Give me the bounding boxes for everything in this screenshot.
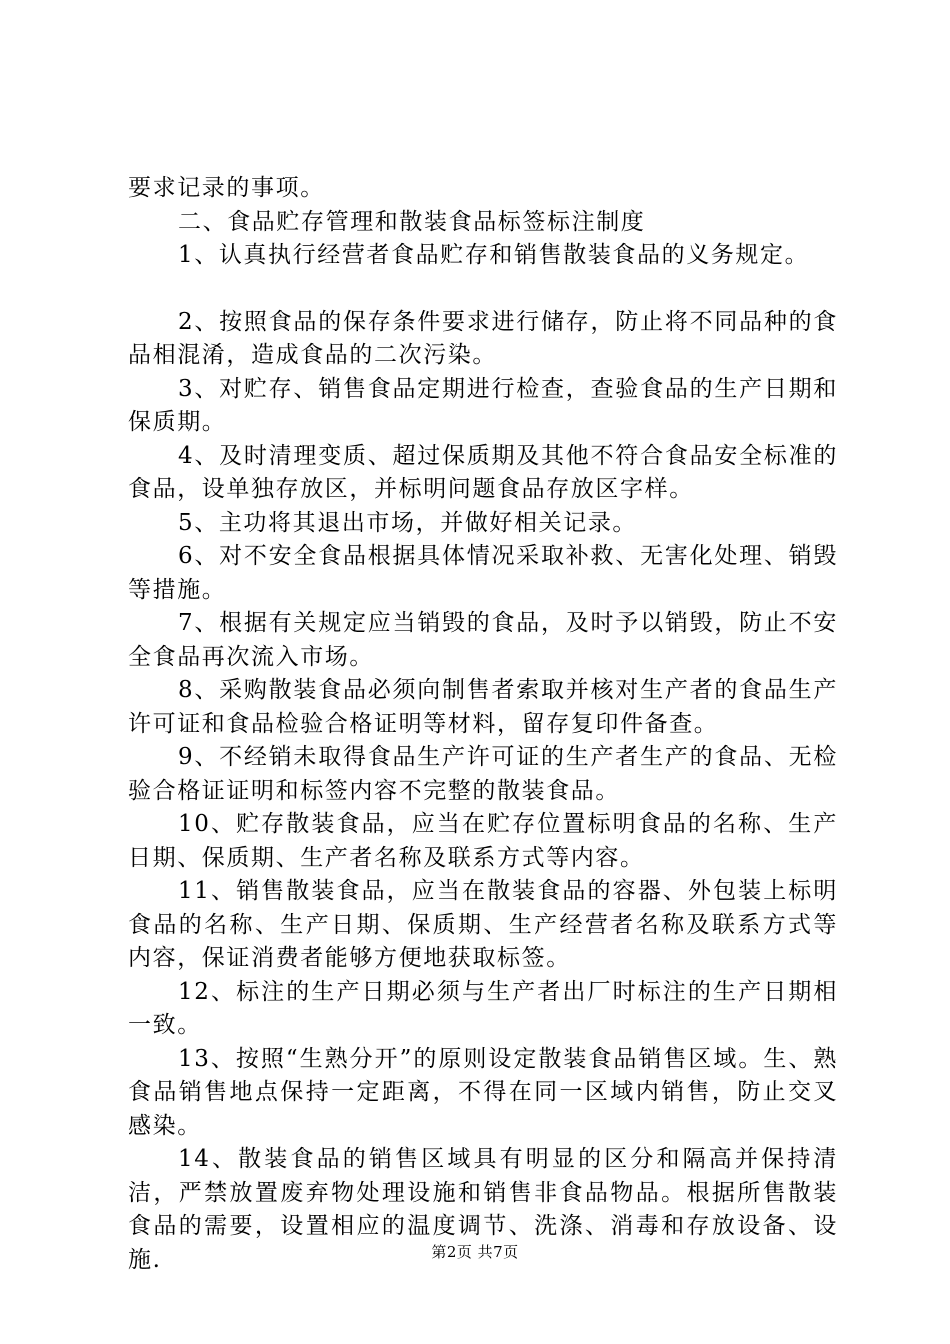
paragraph-item-14: 14、散装食品的销售区域具有明显的区分和隔高并保持清洁，严禁放置废弃物处理设施和销售非食品物品。根据所售散装食品的需要，设置相应的温度调节、洗涤、消毒和存放设备、设施. — [128, 1146, 838, 1273]
paragraph-item-4: 4、及时清理变质、超过保质期及其他不符合食品安全标准的食品，设单独存放区，并标明问题食品存放区字样。 — [128, 442, 838, 502]
paragraph-item-12: 12、标注的生产日期必须与生产者出厂时标注的生产日期相一致。 — [128, 978, 838, 1038]
paragraph-item-9: 9、不经销未取得食品生产许可证的生产者生产的食品、无检验合格证证明和标签内容不完整的散装食品。 — [128, 744, 838, 804]
paragraph-item-3: 3、对贮存、销售食品定期进行检查，查验食品的生产日期和保质期。 — [128, 375, 838, 435]
page-number-footer: 第2页 共7页 — [431, 1243, 519, 1261]
paragraph-item-6: 6、对不安全食品根据具体情况采取补救、无害化处理、销毁等措施。 — [128, 543, 838, 603]
paragraph-item-5: 5、主功将其退出市场，并做好相关记录。 — [178, 509, 638, 536]
paragraph-item-8: 8、采购散装食品必须向制售者索取并核对生产者的食品生产许可证和食品检验合格证明等材料，留存复印件备查。 — [128, 677, 838, 737]
paragraph-item-13: 13、按照“生熟分开”的原则设定散装食品销售区域。生、熟食品销售地点保持一定距离，不得在同一区域内销售，防止交叉感染。 — [128, 1045, 838, 1139]
paragraph-item-10: 10、贮存散装食品，应当在贮存位置标明食品的名称、生产日期、保质期、生产者名称及联系方式等内容。 — [128, 811, 838, 871]
paragraph-item-1: 1、认真执行经营者食品贮存和销售散装食品的义务规定。 — [178, 242, 810, 268]
paragraph-item-2: 2、按照食品的保存条件要求进行储存，防止将不同品种的食品相混淆，造成食品的二次污染。 — [128, 308, 838, 368]
paragraph-item-11: 11、销售散装食品，应当在散装食品的容器、外包装上标明食品的名称、生产日期、保质期、生产经营者名称及联系方式等内容，保证消费者能够方便地获取标签。 — [128, 878, 838, 971]
section-heading: 二、食品贮存管理和散装食品标签标注制度 — [178, 208, 646, 235]
document-body — [128, 172, 838, 1277]
paragraph-item-7: 7、根据有关规定应当销毁的食品，及时予以销毁，防止不安全食品再次流入市场。 — [128, 610, 838, 670]
paragraph-continuation: 要求记录的事项。 — [128, 175, 325, 201]
